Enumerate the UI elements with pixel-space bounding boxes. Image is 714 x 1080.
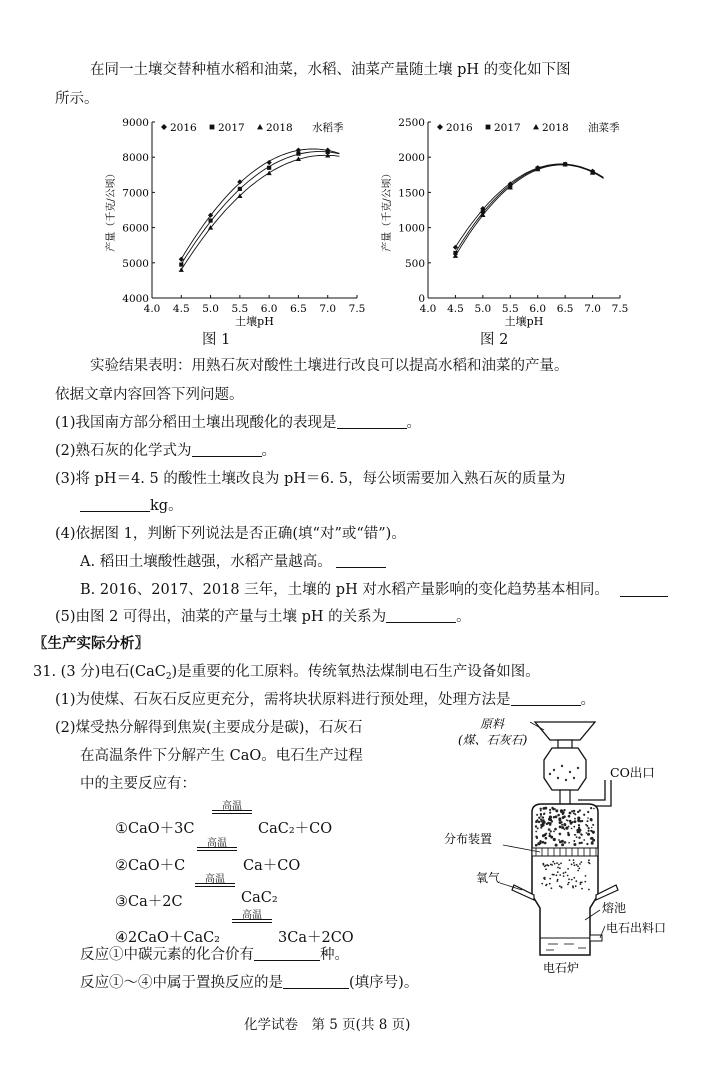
x-tick-label: 4.5 — [172, 303, 190, 315]
question-4a: A. 稻田土壤酸性越强，水稻产量越高。 — [80, 552, 386, 572]
label-carbide-outlet: 电石出料口 — [606, 921, 667, 935]
figure-2-caption: 图 2 — [480, 332, 509, 348]
x-axis-label: 土壤pH — [504, 315, 544, 328]
x-tick-label: 4.0 — [419, 303, 437, 315]
question-3: (3)将 pH＝4. 5 的酸性土壤改良为 pH＝6. 5，每公顷需要加入熟石灰的质量为 — [55, 471, 566, 487]
x-tick-label: 4.0 — [143, 303, 161, 315]
y-tick-label: 6000 — [122, 222, 149, 235]
reaction-3: ③Ca＋2C 高温 CaC₂ — [115, 874, 278, 910]
intro-line1: 在同一土壤交替种植水稻和油菜，水稻、油菜产量随土壤 pH 的变化如下图 — [90, 62, 571, 78]
x-tick-label: 5.0 — [202, 303, 219, 315]
label-raw-material-detail: (煤、石灰石) — [458, 733, 528, 747]
reaction-1: ①CaO＋3C 高温 CaC₂＋CO — [115, 801, 333, 837]
question-31: 31. (3 分)电石(CaC$_2$)是重要的化工原料。传统氧热法煤制电石生产设备如图。 — [33, 664, 540, 682]
answer-blank[interactable] — [511, 691, 581, 706]
x-tick-label: 6.0 — [260, 303, 278, 315]
answer-blank[interactable] — [620, 582, 668, 597]
question-31-2-line3: 中的主要反应有： — [80, 776, 196, 792]
y-tick-label: 500 — [404, 257, 425, 270]
x-tick-label: 7.5 — [611, 303, 629, 315]
x-tick-label: 6.5 — [290, 303, 307, 315]
y-tick-label: 8000 — [122, 152, 149, 165]
answer-blank[interactable] — [254, 946, 320, 961]
question-31-3: 反应①中碳元素的化合价有 种。 — [80, 947, 349, 963]
answer-blank[interactable] — [80, 497, 150, 512]
answer-blank[interactable] — [337, 414, 407, 429]
y-tick-label: 7000 — [122, 187, 149, 200]
series-curve — [455, 164, 603, 247]
conclusion: 实验结果表明：用熟石灰对酸性土壤进行改良可以提高水稻和油菜的产量。 — [90, 358, 569, 374]
label-oxygen: 氧气 — [476, 871, 501, 885]
y-axis-label: 产量（千克/公顷） — [382, 168, 393, 252]
label-raw-material: 原料 — [480, 717, 505, 731]
question-31-4: 反应①～④中属于置换反应的是 (填序号)。 — [80, 975, 419, 991]
calcium-carbide-furnace-diagram — [440, 710, 690, 980]
legend-label: 2017 — [218, 122, 245, 134]
x-tick-label: 5.0 — [474, 303, 492, 315]
question-31-2-line2: 在高温条件下分解产生 CaO。电石生产过程 — [80, 748, 363, 764]
question-lead: 依据文章内容回答下列问题。 — [55, 387, 244, 403]
question-4: (4)依据图 1，判断下列说法是否正确(填“对”或“错”)。 — [55, 526, 406, 542]
question-4b: B. 2016、2017、2018 三年，土壤的 pH 对水稻产量影响的变化趋势基本相同。 — [80, 582, 609, 598]
legend-label: 2018 — [542, 122, 569, 134]
answer-blank[interactable] — [336, 553, 386, 568]
x-tick-label: 6.5 — [556, 303, 574, 315]
legend-label: 2016 — [446, 122, 473, 134]
section-heading: 〖生产实际分析〗 — [33, 636, 149, 652]
label-melt-pool: 熔池 — [602, 901, 627, 915]
legend-label: 2018 — [266, 122, 293, 134]
y-tick-label: 2500 — [398, 117, 425, 129]
x-tick-label: 4.5 — [447, 303, 464, 315]
x-tick-label: 5.5 — [501, 303, 519, 315]
y-tick-label: 2000 — [398, 152, 425, 165]
legend-label: 2016 — [170, 122, 197, 134]
figure-1-caption: 图 1 — [202, 332, 231, 348]
reaction-2: ②CaO＋C 高温 Ca＋CO — [115, 838, 301, 874]
question-5: (5)由图 2 可得出，油菜的产量与土壤 pH 的关系为 。 — [55, 609, 471, 625]
question-2: (2)熟石灰的化学式为 。 — [55, 443, 277, 459]
question-1: (1)我国南方部分稻田土壤出现酸化的表现是 。 — [55, 415, 422, 431]
y-tick-label: 0 — [418, 293, 425, 305]
legend-label: 2017 — [494, 122, 521, 134]
x-tick-label: 7.0 — [584, 303, 601, 315]
answer-blank[interactable] — [386, 608, 456, 623]
question-31-2-line1: (2)煤受热分解得到焦炭(主要成分是碳)，石灰石 — [55, 720, 363, 736]
y-tick-label: 4000 — [122, 293, 149, 305]
legend-marker — [486, 125, 491, 130]
legend-marker — [533, 124, 539, 129]
answer-blank[interactable] — [283, 974, 349, 989]
chart-title: 水稻季 — [312, 122, 344, 134]
question-31-1: (1)为使煤、石灰石反应更充分，需将块状原料进行预处理，处理方法是 。 — [55, 692, 596, 708]
chart-title: 油菜季 — [588, 122, 620, 134]
y-axis-label: 产量（千克/公顷） — [106, 168, 117, 252]
rapeseed-yield-chart — [0, 0, 714, 360]
label-furnace-name: 电石炉 — [543, 961, 580, 975]
label-distribution-device: 分布装置 — [444, 832, 493, 846]
x-tick-label: 7.5 — [348, 303, 366, 315]
page-footer: 化学试卷 第 5 页(共 8 页) — [244, 1017, 411, 1033]
x-axis-label: 土壤pH — [235, 315, 274, 328]
y-tick-label: 1500 — [398, 187, 425, 200]
question-3-answer: kg。 — [80, 496, 183, 516]
x-tick-label: 7.0 — [319, 303, 337, 315]
series-curve — [455, 164, 603, 252]
answer-blank[interactable] — [192, 442, 262, 457]
y-tick-label: 9000 — [122, 117, 149, 129]
label-co-outlet: CO出口 — [610, 765, 655, 780]
series-curve — [455, 165, 603, 256]
intro-line2: 所示。 — [55, 91, 99, 107]
y-tick-label: 1000 — [398, 222, 425, 235]
reaction-4: ④2CaO＋CaC₂ 高温 3Ca＋2CO — [115, 910, 354, 946]
y-tick-label: 5000 — [122, 257, 149, 270]
x-tick-label: 5.5 — [231, 303, 249, 315]
x-tick-label: 6.0 — [529, 303, 547, 315]
legend-marker — [437, 124, 443, 130]
